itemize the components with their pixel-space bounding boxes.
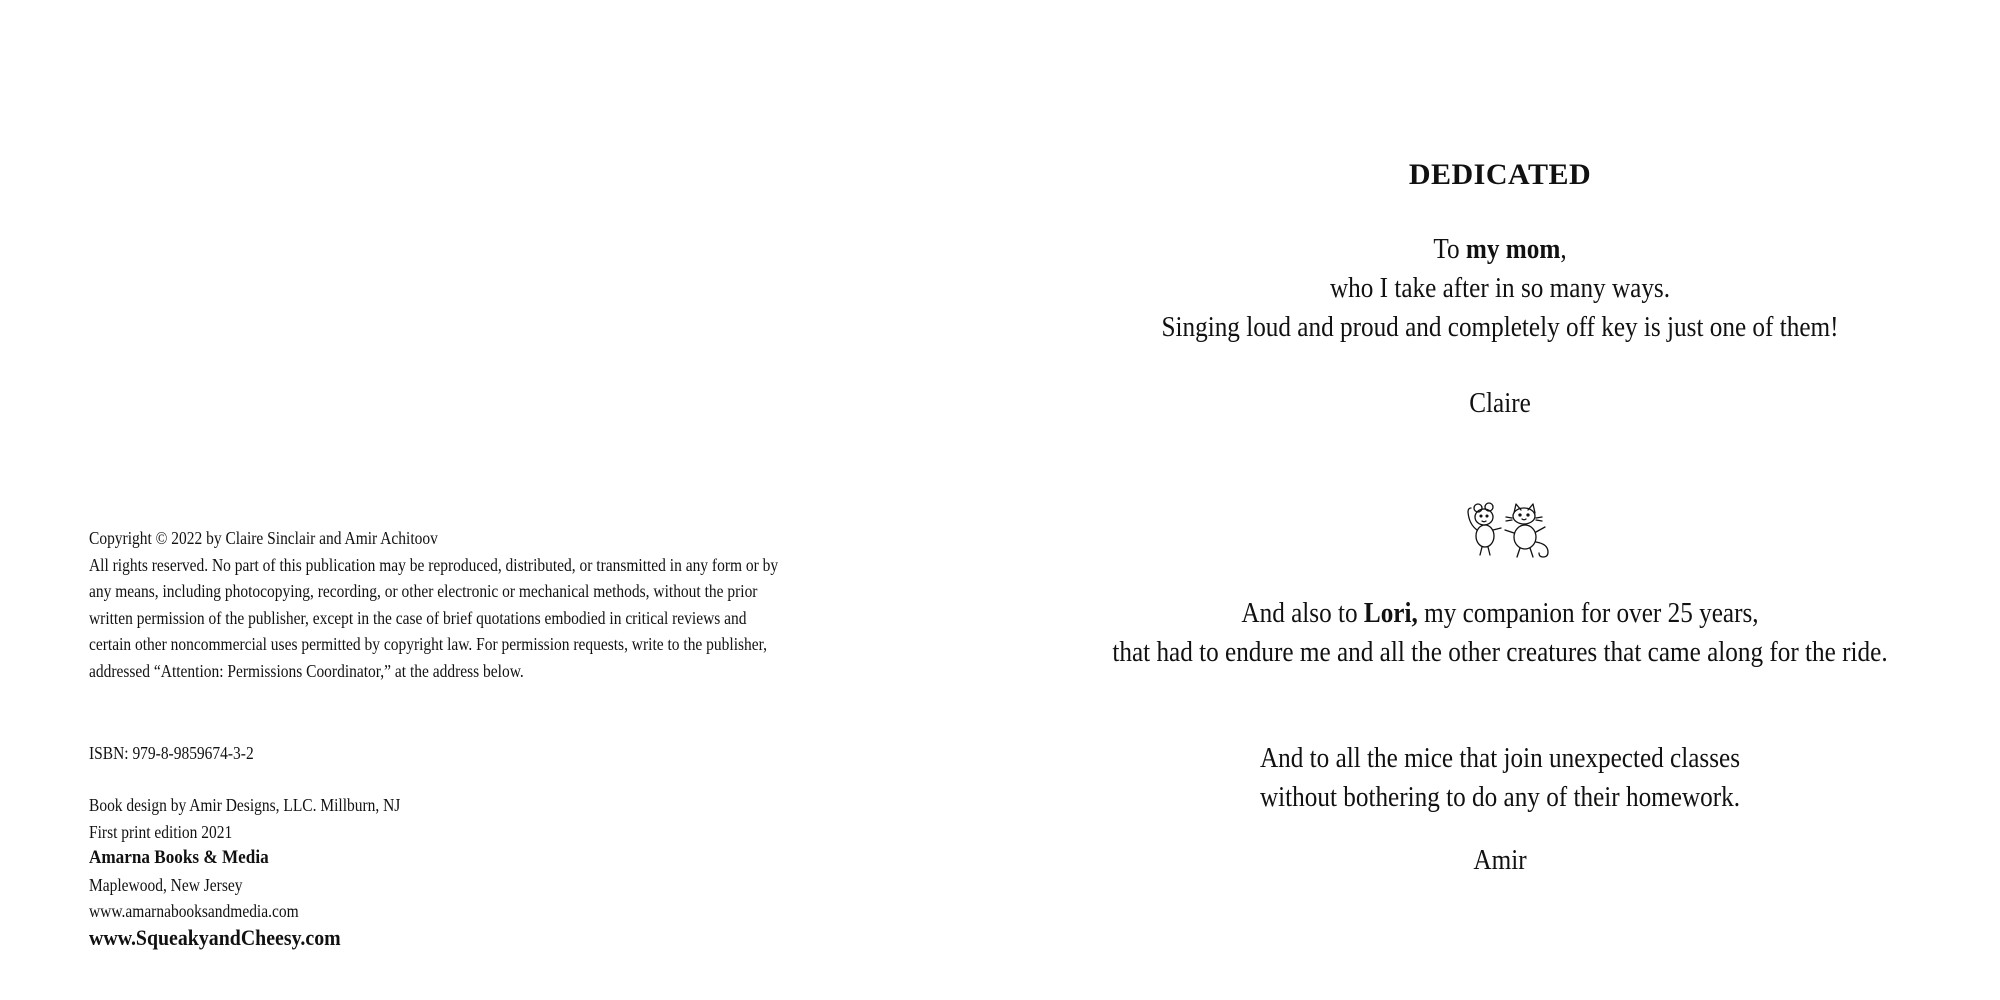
lori-dedication-line: that had to endure me and all the other creatures that came along for the ride.: [1112, 637, 1888, 668]
mouse-and-cat-doodle-icon: [1458, 500, 1566, 560]
publisher-credits: [89, 792, 400, 951]
signature-amir: Amir: [1473, 845, 1527, 876]
mice-dedication-line: without bothering to do any of their homework.: [1259, 782, 1741, 813]
lori-dedication: [1000, 594, 2000, 672]
signature-claire: Claire: [1469, 388, 1531, 419]
lori-suffix: my companion for over 25 years,: [1417, 598, 1759, 629]
book-design-credit: Book design by Amir Designs, LLC. Millburn, NJ: [89, 795, 401, 815]
mom-name: my mom: [1465, 234, 1561, 265]
rights-line: certain other noncommercial uses permitted by copyright law. For permission requests, write to the publisher,: [89, 634, 768, 654]
dedication-heading: DEDICATED: [1408, 158, 1592, 191]
rights-reserved-text: [89, 552, 854, 685]
series-url: www.SqueakyandCheesy.com: [89, 924, 341, 950]
lori-name: Lori,: [1363, 598, 1418, 629]
mom-prefix: To: [1433, 234, 1466, 265]
isbn: ISBN: 979-8-9859674-3-2: [89, 743, 254, 763]
mom-dedication-line: Singing loud and proud and completely off key is just one of them!: [1161, 312, 1839, 343]
mom-suffix: ,: [1560, 234, 1567, 265]
rights-line: any means, including photocopying, recording, or other electronic or mechanical methods, without the prior: [89, 581, 758, 601]
copyright-line: Copyright © 2022 by Claire Sinclair and Amir Achitoov: [89, 528, 438, 548]
rights-line: addressed “Attention: Permissions Coordinator,” at the address below.: [89, 660, 524, 681]
publisher-location: Maplewood, New Jersey: [89, 874, 243, 895]
lori-dedication-line: [1050, 594, 1950, 633]
mom-dedication: [1000, 230, 2000, 347]
copyright-notice: [89, 525, 777, 684]
mice-dedication-line: And to all the mice that join unexpected classes: [1259, 743, 1741, 774]
rights-line: written permission of the publisher, except in the case of brief quotations embodied in critical reviews and: [89, 607, 747, 628]
rights-line: All rights reserved. No part of this publication may be reproduced, distributed, or transmitted in any form or by: [89, 554, 779, 575]
dedication-page: [1000, 0, 2000, 1000]
lori-prefix: And also to: [1241, 598, 1364, 629]
mice-dedication: [1000, 739, 2000, 817]
publisher-name: Amarna Books & Media: [89, 847, 269, 868]
mom-dedication-line: [1050, 230, 1950, 269]
publisher-url: www.amarnabooksandmedia.com: [89, 901, 299, 921]
first-print-edition: First print edition 2021: [89, 821, 233, 842]
mom-dedication-line: who I take after in so many ways.: [1329, 273, 1671, 304]
